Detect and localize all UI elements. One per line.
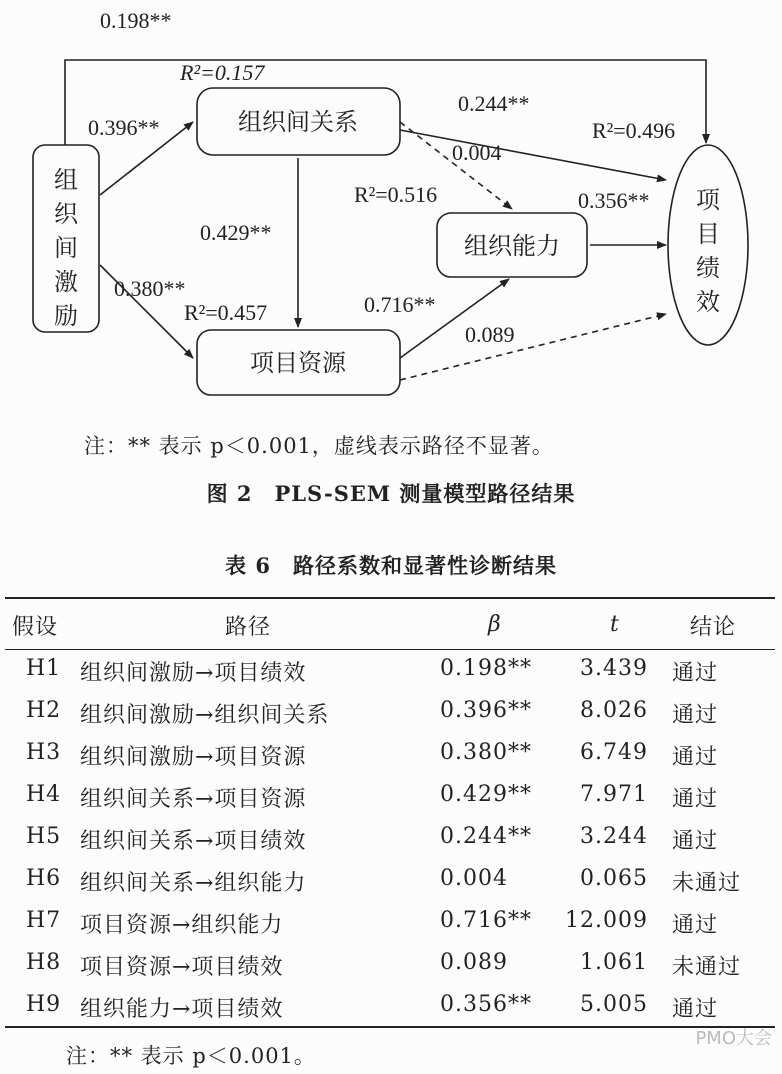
node-char: 间 bbox=[54, 236, 78, 262]
node-performance bbox=[696, 187, 721, 316]
header-t: t bbox=[610, 612, 620, 637]
row-conclusion: 通过 bbox=[672, 745, 719, 770]
row-t: 7.971 bbox=[580, 782, 648, 807]
row-t: 6.749 bbox=[580, 740, 648, 765]
row-beta: 0.004 bbox=[440, 866, 508, 891]
row-beta: 0.198** bbox=[440, 656, 532, 681]
row-hypothesis: H4 bbox=[26, 782, 62, 807]
row-conclusion: 通过 bbox=[672, 661, 719, 686]
coef-relations-capability: 0.004 bbox=[452, 140, 502, 165]
row-path: 组织间关系→项目绩效 bbox=[80, 829, 307, 854]
row-hypothesis: H6 bbox=[26, 866, 62, 891]
table-header-rule bbox=[5, 649, 775, 650]
row-hypothesis: H7 bbox=[26, 908, 62, 933]
r2-performance: R²=0.496 bbox=[592, 118, 676, 143]
row-t: 3.244 bbox=[580, 824, 648, 849]
row-path: 组织间关系→组织能力 bbox=[80, 871, 307, 896]
coef-resources-performance: 0.089 bbox=[465, 322, 515, 347]
table-bottom-rule bbox=[5, 1026, 775, 1028]
node-resources: 项目资源 bbox=[250, 349, 346, 377]
row-conclusion: 通过 bbox=[672, 997, 719, 1022]
r2-relations: R²=0.157 bbox=[180, 60, 265, 85]
node-char: 励 bbox=[54, 304, 78, 330]
row-conclusion: 通过 bbox=[672, 829, 719, 854]
coef-incentive-relations: 0.396** bbox=[88, 115, 160, 140]
header-beta: β bbox=[488, 612, 502, 637]
header-hypothesis: 假设 bbox=[12, 615, 59, 640]
header-path: 路径 bbox=[225, 615, 272, 640]
row-hypothesis: H5 bbox=[26, 824, 62, 849]
row-path: 项目资源→组织能力 bbox=[80, 913, 284, 938]
node-capability: 组织能力 bbox=[464, 232, 560, 260]
watermark: PMO大会 bbox=[695, 1028, 772, 1049]
node-char: 组 bbox=[54, 168, 78, 194]
coef-relations-performance: 0.244** bbox=[458, 91, 530, 116]
node-char: 绩 bbox=[696, 256, 720, 282]
coef-relations-resources: 0.429** bbox=[200, 220, 272, 245]
figure-note: 注：** 表示 p＜0.001，虚线表示路径不显著。 bbox=[84, 434, 554, 458]
coef-resources-capability: 0.716** bbox=[364, 292, 436, 317]
row-beta: 0.716** bbox=[440, 908, 532, 933]
node-char: 效 bbox=[696, 290, 720, 316]
node-relations: 组织间关系 bbox=[238, 108, 358, 136]
row-t: 0.065 bbox=[580, 866, 648, 891]
node-char: 项 bbox=[696, 188, 720, 214]
row-t: 1.061 bbox=[580, 950, 648, 975]
row-hypothesis: H1 bbox=[26, 656, 62, 681]
row-path: 组织间激励→组织间关系 bbox=[80, 703, 330, 728]
row-t: 12.009 bbox=[565, 908, 648, 933]
row-hypothesis: H2 bbox=[26, 698, 62, 723]
coef-incentive-resources: 0.380** bbox=[114, 276, 186, 301]
row-path: 组织间激励→项目资源 bbox=[80, 745, 307, 770]
table-top-rule bbox=[5, 597, 775, 599]
figure-caption: 图 2 PLS-SEM 测量模型路径结果 bbox=[206, 481, 576, 506]
row-beta: 0.244** bbox=[440, 824, 532, 849]
row-t: 3.439 bbox=[580, 656, 648, 681]
row-path: 组织能力→项目绩效 bbox=[80, 997, 284, 1022]
row-beta: 0.429** bbox=[440, 782, 532, 807]
row-conclusion: 通过 bbox=[672, 787, 719, 812]
table-title: 表 6 路径系数和显著性诊断结果 bbox=[225, 553, 557, 578]
row-hypothesis: H9 bbox=[26, 992, 62, 1017]
row-t: 5.005 bbox=[580, 992, 648, 1017]
node-char: 织 bbox=[54, 202, 78, 228]
coef-capability-performance: 0.356** bbox=[578, 188, 650, 213]
row-beta: 0.089 bbox=[440, 950, 508, 975]
row-conclusion: 通过 bbox=[672, 703, 719, 728]
r2-capability: R²=0.516 bbox=[354, 182, 438, 207]
path-model-diagram bbox=[0, 0, 782, 420]
node-incentive bbox=[54, 167, 79, 330]
row-conclusion: 未通过 bbox=[672, 871, 742, 896]
header-conclusion: 结论 bbox=[690, 615, 737, 640]
node-char: 激 bbox=[54, 270, 78, 296]
row-path: 组织间关系→项目资源 bbox=[80, 787, 307, 812]
row-hypothesis: H3 bbox=[26, 740, 62, 765]
row-path: 组织间激励→项目绩效 bbox=[80, 661, 307, 686]
row-hypothesis: H8 bbox=[26, 950, 62, 975]
row-conclusion: 通过 bbox=[672, 913, 719, 938]
arrow-resources-performance-dashed bbox=[400, 314, 666, 380]
coef-incentive-performance: 0.198** bbox=[100, 8, 172, 33]
row-beta: 0.396** bbox=[440, 698, 532, 723]
r2-resources: R²=0.457 bbox=[184, 300, 268, 325]
row-path: 项目资源→项目绩效 bbox=[80, 955, 284, 980]
node-char: 目 bbox=[696, 222, 720, 248]
row-beta: 0.356** bbox=[440, 992, 532, 1017]
row-t: 8.026 bbox=[580, 698, 648, 723]
table-note: 注：** 表示 p＜0.001。 bbox=[66, 1044, 316, 1068]
row-conclusion: 未通过 bbox=[672, 955, 742, 980]
row-beta: 0.380** bbox=[440, 740, 532, 765]
